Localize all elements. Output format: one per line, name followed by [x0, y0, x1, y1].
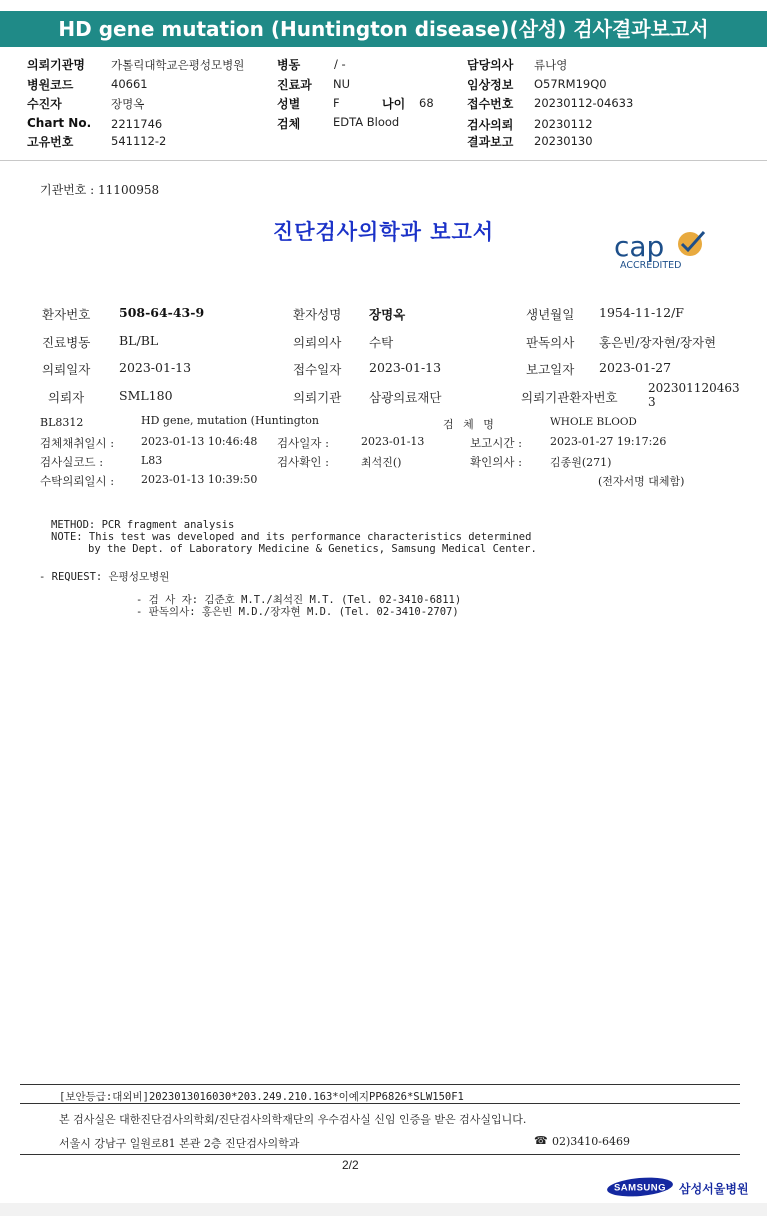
req-doctor-value: 수탁 — [369, 335, 394, 350]
specimen-value: EDTA Blood — [333, 115, 400, 129]
clinical-info-label: 임상정보 — [467, 78, 514, 92]
reading-doctor-label: 판독의사 — [526, 335, 575, 350]
request-org-value: 가톨릭대학교은평성모병원 — [111, 58, 245, 72]
footer-mid-rule — [20, 1103, 740, 1104]
lab-code-value: L83 — [141, 454, 163, 467]
test-name: HD gene, mutation (Huntington — [141, 414, 319, 427]
hospital-name: 삼성서울병원 — [679, 1182, 749, 1196]
samsung-logo — [606, 1177, 674, 1197]
collect-value: 2023-01-13 10:46:48 — [141, 435, 258, 448]
cap-logo-icon — [612, 224, 712, 272]
report-date-row-label: 보고일자 — [526, 362, 575, 377]
bottom-strip — [0, 1203, 767, 1216]
chart-no-label: Chart No. — [27, 116, 92, 130]
specimen-label: 검체 — [277, 117, 301, 131]
verify-label: 검사확인 : — [277, 455, 329, 469]
specimen-name-value: WHOLE BLOOD — [550, 416, 637, 428]
note-line-2: by the Dept. of Laboratory Medicine & Genetics, Samsung Medical Center. — [88, 543, 537, 555]
report-time-label: 보고시간 : — [470, 436, 522, 450]
req-date-value: 2023-01-13 — [119, 360, 192, 375]
cap-accredited-logo — [612, 224, 712, 272]
report-title: 진단검사의학과 보고서 — [272, 219, 495, 244]
patient-value: 장명옥 — [111, 97, 145, 111]
req-doctor-label: 의뢰의사 — [293, 335, 342, 350]
samsung-logo-text: SAMSUNG — [613, 1182, 667, 1194]
phone-icon: ☎ — [534, 1134, 548, 1147]
consign-label: 수탁의뢰일시 : — [40, 474, 115, 488]
reading-doctor-value: 홍은빈/장자현/장자현 — [599, 335, 717, 350]
doctor-value: 류나영 — [534, 58, 568, 72]
age-label: 나이 — [382, 97, 406, 111]
requester-value: SML180 — [119, 388, 173, 403]
report-time-value: 2023-01-27 19:17:26 — [550, 435, 667, 448]
org-patient-no-value: 202301120463 — [648, 381, 740, 395]
cap-logo-text: cap — [614, 230, 665, 263]
doctor-label: 담당의사 — [467, 58, 514, 72]
sex-label: 성별 — [277, 97, 301, 111]
specimen-name-label: 검 체 명 — [443, 418, 497, 431]
header-divider — [0, 160, 767, 161]
ward-row-value: BL/BL — [119, 333, 159, 348]
birth-label: 생년월일 — [526, 307, 575, 322]
patient-name-label: 환자성명 — [293, 307, 342, 322]
patient-name-value: 장명옥 — [369, 307, 406, 322]
receipt-no-label: 접수번호 — [467, 97, 514, 111]
clinical-info-value: O57RM19Q0 — [534, 77, 607, 91]
ward-value: / - — [334, 57, 346, 71]
chart-no-value: 2211746 — [111, 117, 163, 131]
patient-no-label: 환자번호 — [42, 307, 91, 322]
receipt-no-value: 20230112-04633 — [534, 96, 634, 110]
tester-line: - 검 사 자: 김준호 M.T./최석진 M.T. (Tel. 02-3410-6811) — [136, 594, 462, 606]
institution-number: 기관번호 : 11100958 — [40, 183, 160, 197]
confirm-doctor-value: 김종원(271) — [550, 456, 612, 469]
consign-value: 2023-01-13 10:39:50 — [141, 473, 258, 486]
report-date-row-value: 2023-01-27 — [599, 360, 672, 375]
ward-label: 병동 — [277, 58, 301, 72]
unique-no-label: 고유번호 — [27, 135, 74, 149]
test-date-value: 2023-01-13 — [361, 435, 425, 448]
dept-value: NU — [333, 77, 351, 91]
receipt-date-value: 2023-01-13 — [369, 360, 442, 375]
report-banner-title: HD gene mutation (Huntington disease)(삼성) 검사결과보고서 — [0, 11, 767, 47]
electronic-signature-note: (전자서명 대체함) — [598, 475, 685, 488]
dept-label: 진료과 — [277, 78, 312, 92]
patient-label: 수진자 — [27, 97, 62, 111]
report-date-label: 결과보고 — [467, 135, 514, 149]
age-value: 68 — [419, 96, 434, 110]
hospital-code-value: 40661 — [111, 77, 148, 91]
req-org-value: 삼광의료재단 — [369, 390, 442, 405]
samsung-ellipse-icon — [606, 1177, 674, 1197]
reader-line: - 판독의사: 홍은빈 M.D./장자현 M.D. (Tel. 02-3410-2707) — [136, 606, 459, 618]
report-date-value: 20230130 — [534, 134, 593, 148]
lab-address: 서울시 강남구 일원로81 본관 2층 진단검사의학과 — [59, 1137, 300, 1150]
collect-label: 검체채취일시 : — [40, 436, 115, 450]
test-code: BL8312 — [40, 416, 84, 429]
request-line: - REQUEST: 은평성모병원 — [39, 571, 170, 583]
page-number: 2/2 — [342, 1158, 359, 1172]
confirm-doctor-label: 확인의사 : — [470, 455, 522, 469]
org-patient-no-value-cont: 3 — [648, 395, 656, 409]
req-date-label: 의뢰일자 — [42, 362, 91, 377]
request-org-label: 의뢰기관명 — [27, 58, 85, 72]
certification-note: 본 검사실은 대한진단검사의학회/진단검사의학재단의 우수검사실 신임 인증을 받은 검사실입니다. — [59, 1113, 527, 1126]
req-org-label: 의뢰기관 — [293, 390, 342, 405]
request-date-value: 20230112 — [534, 117, 593, 131]
lab-code-label: 검사실코드 : — [40, 455, 104, 469]
birth-value: 1954-11-12/F — [599, 305, 684, 320]
requester-label: 의뢰자 — [48, 390, 85, 405]
org-patient-no-label: 의뢰기관환자번호 — [521, 390, 618, 405]
unique-no-value: 541112-2 — [111, 134, 167, 148]
security-line: [보안등급:대외비]2023013016030*203.249.210.163*이예지PP6826*SLW150F1 — [59, 1091, 464, 1103]
sex-value: F — [333, 96, 340, 110]
test-date-label: 검사일자 : — [277, 436, 329, 450]
method-line: METHOD: PCR fragment analysis — [51, 519, 235, 531]
request-date-label: 검사의뢰 — [467, 118, 514, 132]
patient-no-value: 508-64-43-9 — [119, 305, 205, 320]
verify-value: 최석진() — [361, 456, 402, 469]
cap-accredited-text: ACCREDITED — [620, 260, 682, 271]
receipt-date-label: 접수일자 — [293, 362, 342, 377]
ward-row-label: 진료병동 — [42, 335, 91, 350]
lab-phone: 02)3410-6469 — [552, 1135, 630, 1148]
footer-bottom-rule — [20, 1154, 740, 1155]
note-line-1: NOTE: This test was developed and its performance characteristics determined — [51, 531, 532, 543]
footer-top-rule — [20, 1084, 740, 1085]
hospital-code-label: 병원코드 — [27, 78, 74, 92]
